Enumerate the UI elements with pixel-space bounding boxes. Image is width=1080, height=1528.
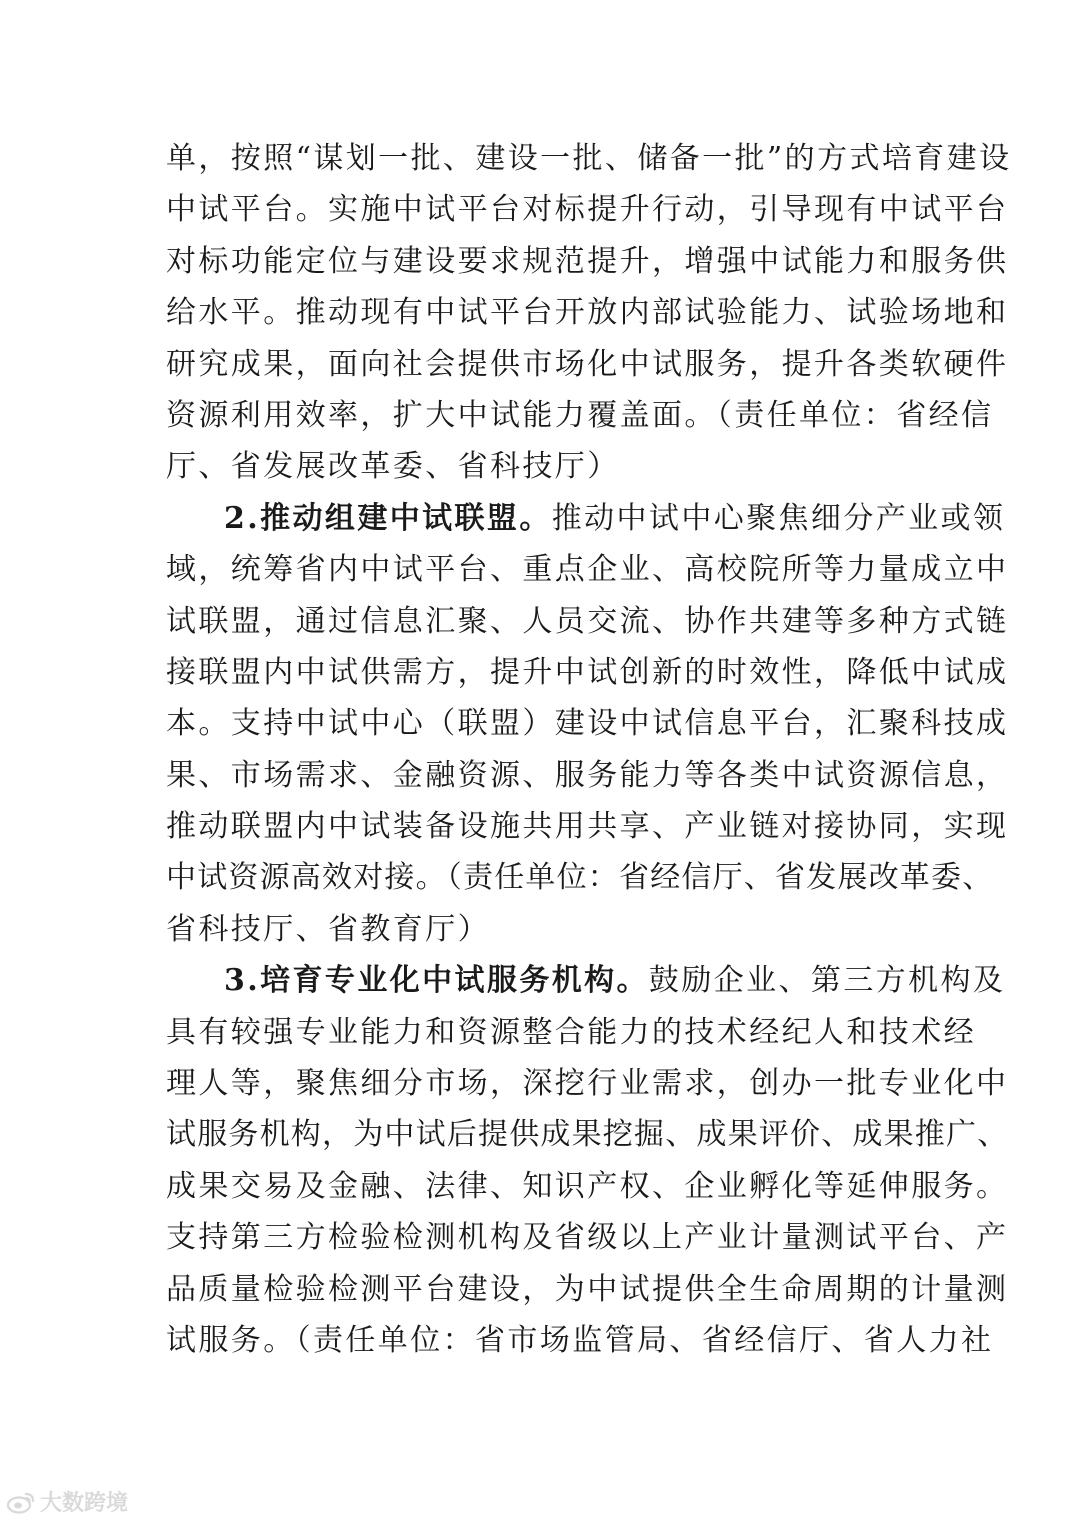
item-2-first-line-text: 推动中试中心聚焦细分产业或领 [551,500,1006,536]
item-3-first-line-text: 鼓励企业、第三方机构及 [648,963,1006,999]
paragraph-line: 中试平台。实施中试平台对标提升行动，引导现有中试平台 [166,192,1009,228]
paragraph-line: 品质量检验检测平台建设，为中试提供全生命周期的计量测 [166,1271,1009,1307]
paragraph-line: 省科技厅、省教育厅） [166,911,490,947]
watermark-text: 大数跨境 [40,1491,129,1516]
body-text [166,133,1012,1366]
paragraph-line: 对标功能定位与建设要求规范提升，增强中试能力和服务供 [166,243,1009,279]
paragraph-line: 果、市场需求、金融资源、服务能力等各类中试资源信息， [166,757,1009,793]
paragraph-line: 给水平。推动现有中试平台开放内部试验能力、试验场地和 [166,295,1009,331]
paragraph-line: 资源利用效率，扩大中试能力覆盖面。（责任单位：省经信 [166,397,994,433]
paragraph-line: 理人等，聚焦细分市场，深挖行业需求，创办一批专业化中 [166,1066,1009,1102]
item-3-first-line [166,955,1006,1006]
paragraph-line: 成果交易及金融、法律、知识产权、企业孵化等延伸服务。 [166,1168,1009,1204]
paragraph-line: 试联盟，通过信息汇聚、人员交流、协作共建等多种方式链 [166,603,1009,639]
paragraph-line: 单，按照“谋划一批、建设一批、储备一批”的方式培育建设 [166,141,1012,176]
paragraph-line: 中试资源高效对接。（责任单位：省经信厅、省发展改革委、 [166,860,994,896]
paragraph-line: 本。支持中试中心（联盟）建设中试信息平台，汇聚科技成 [166,706,1009,742]
paragraph-line: 试服务机构，为中试后提供成果挖掘、成果评价、成果推广、 [166,1117,1009,1153]
item-2-heading: 2.推动组建中试联盟。 [224,500,552,536]
paragraph-line: 研究成果，面向社会提供市场化中试服务，提升各类软硬件 [166,346,1009,382]
paragraph-line: 厅、省发展改革委、省科技厅） [166,449,620,485]
paragraph-line: 试服务。（责任单位：省市场监管局、省经信厅、省人力社 [166,1322,994,1358]
watermark [6,1486,128,1517]
paragraph-line: 支持第三方检验检测机构及省级以上产业计量测试平台、产 [166,1220,1009,1256]
paragraph-line: 推动联盟内中试装备设施共用共享、产业链对接协同，实现 [166,809,1009,845]
paragraph-line: 具有较强专业能力和资源整合能力的技术经纪人和技术经 [166,1014,976,1050]
item-3-heading: 3.培育专业化中试服务机构。 [224,963,649,999]
paragraph-line: 接联盟内中试供需方，提升中试创新的时效性，降低中试成 [166,654,1009,690]
paragraph-line: 域，统筹省内中试平台、重点企业、高校院所等力量成立中 [166,552,1009,588]
weibo-logo-icon [6,1490,36,1514]
item-2-first-line [166,493,1006,544]
